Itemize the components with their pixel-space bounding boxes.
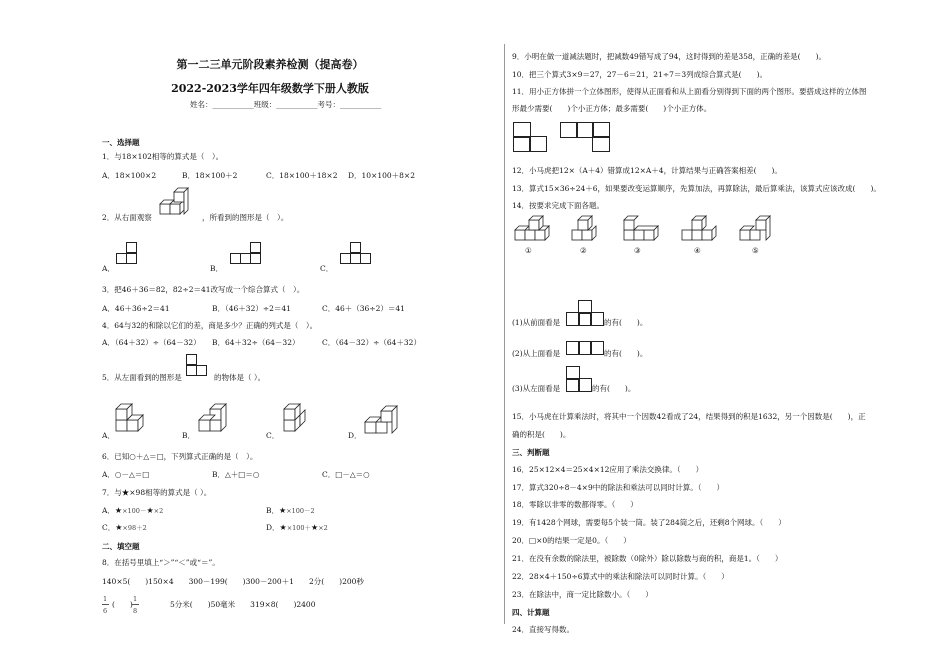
q1-option-c: C．18×100＋18×2: [266, 171, 338, 180]
question-11-line-1: 11．用小正方体拼一个立体图形，使得从正面看和从上面看分别得到下面的两个图形。要搭成这样的立体图: [512, 87, 867, 96]
q5-option-d-figure: [362, 405, 402, 439]
question-8: 8．在括号里填上“＞”“＜”或“＝”。: [102, 558, 220, 567]
q8-fraction-2-denominator: 8: [133, 607, 138, 615]
q7-option-d-mid: ×100＋: [286, 524, 312, 532]
star-icon: ★: [311, 523, 319, 532]
q14-figure-2: [570, 214, 610, 246]
q14-figure-4: [680, 214, 724, 246]
question-18: 18．零除以非零的数都得零。（ ）: [512, 500, 638, 509]
question-23: 23．在除法中，商一定比除数小。（ ）: [512, 590, 653, 599]
q14-part-1-prefix: (1)从前面看是: [512, 318, 561, 327]
question-19: 19．有1428个网球，需要每5个装一筒。装了284筒之后，还剩8个网球。（ ）: [512, 518, 786, 527]
q7-option-a-label: A．: [102, 506, 115, 515]
q7-option-b-label: B．: [266, 506, 280, 515]
column-divider: [504, 44, 505, 624]
question-7: 7．与★×98相等的算式是（ ）。: [102, 488, 212, 497]
page-subtitle: 2022-2023学年四年级数学下册人教版: [171, 82, 369, 95]
q8-fraction-1-bar: [102, 604, 109, 605]
q3-option-b: B．（46＋32）÷2＝41: [212, 304, 291, 313]
q7-option-d-label: D．: [266, 523, 280, 532]
q3-option-c: C．46＋（36÷2）＝41: [322, 304, 405, 313]
q14-part-1-suffix: 的有( )。: [604, 318, 648, 327]
q2-option-a: A．: [102, 264, 115, 273]
q4-option-b: B．64＋32÷（64－32）: [212, 338, 300, 347]
q14-part-3-prefix: (3)从左面看是: [512, 384, 561, 393]
q5-option-d: D．: [348, 431, 362, 440]
star-icon: ★: [114, 506, 123, 515]
q8-fraction-1-denominator: 6: [103, 607, 108, 615]
q7-option-d-end: ×2: [318, 524, 328, 532]
q2-option-b: B．: [210, 264, 224, 273]
q4-option-a: A．（64＋32）÷（64－32）: [102, 338, 201, 347]
q14-label-3: ③: [634, 246, 641, 255]
question-3: 3．把46＋36＝82，82÷2＝41改写成一个综合算式（ ）。: [102, 285, 305, 294]
q8-fraction-2-numerator: 1: [133, 595, 138, 603]
student-info-line: 姓名：___________班级：___________考号：___________: [190, 100, 382, 109]
question-9: 9．小明在做一道减法题时，把减数49错写成了94，这时得到的差是358，正确的差是( )。: [512, 52, 827, 61]
question-17: 17．算式320÷8－4×9中的除法和乘法可以同时计算。（ ）: [512, 483, 724, 492]
q5-option-b: B．: [182, 431, 196, 440]
q5-option-c: C．: [266, 431, 280, 440]
q14-label-2: ②: [580, 246, 587, 255]
q1-option-d: D．10×100＋8×2: [348, 171, 415, 180]
question-16: 16．25×12×4＝25×4×12应用了乘法交换律。（ ）: [512, 465, 704, 474]
q4-option-c: C．（64－32）÷（64＋32）: [322, 338, 421, 347]
star-icon: ★: [115, 523, 123, 532]
q5-option-b-figure: [196, 400, 236, 438]
section-choice-heading: 一、选择题: [102, 138, 140, 147]
question-15-line-1: 15．小马虎在计算乘法时，将其中一个因数42看成了24，结果得到的积是1632，另一个因数是( )，正: [512, 412, 866, 421]
q6-option-a: A．○－△＝□: [102, 470, 150, 479]
question-12: 12．小马虎把12×（A＋4）错算成12×A＋4，计算结果与正确答案相差( )。: [512, 166, 782, 175]
question-4: 4．64与32的和除以它们的差，商是多少？正确的列式是（ ）。: [102, 321, 318, 330]
section-calc-heading: 四、计算题: [512, 608, 550, 617]
question-14: 14．按要求完成下面各题。: [512, 201, 605, 210]
q14-part-2-suffix: 的有( )。: [604, 349, 648, 358]
q6-option-b: B．△＋□＝○: [212, 470, 260, 479]
q14-label-5: ⑤: [752, 246, 759, 255]
question-20: 20．□×0的结果一定是0。（ ）: [512, 536, 631, 545]
q2-option-c: C．: [320, 264, 334, 273]
q7-option-a: [102, 506, 163, 516]
star-icon: ★: [279, 523, 287, 532]
question-22: 22．28×4＋150÷6算式中的乘法和除法可以同时计算。（ ）: [512, 572, 729, 581]
question-21: 21．在没有余数的除法里，被除数（0除外）除以除数与商的积，商是1。（ ）: [512, 554, 783, 563]
page-title: 第一二三单元阶段素养检测（提高卷）: [176, 58, 364, 71]
q2-cube-figure: [156, 186, 196, 222]
q14-figure-3: [622, 214, 666, 246]
star-icon: ★: [279, 506, 287, 515]
q7-option-d: [266, 523, 328, 533]
section-fill-heading: 二、填空题: [102, 542, 140, 551]
section-judge-heading: 三、判断题: [512, 448, 550, 457]
q8-fraction-2-bar: [132, 604, 139, 605]
star-icon: ★: [146, 506, 154, 515]
q1-option-a: A．18×100×2: [102, 171, 157, 180]
question-1: 1．与18×102相等的算式是（ ）。: [102, 152, 224, 161]
q8-fraction-1-numerator: 1: [103, 595, 108, 603]
q14-figure-1: [513, 214, 557, 246]
question-6: 6．已知○＋△＝□，下列算式正确的是（ ）。: [102, 452, 258, 461]
q14-part-3-suffix: 的有( )。: [592, 384, 636, 393]
question-5-prefix: 5．从左面看到的图形是: [102, 373, 182, 382]
q8-row-2: 5分米( )50毫米 319×8( )2400: [170, 600, 316, 609]
q14-label-4: ④: [694, 246, 701, 255]
q8-comparison-blank: ( ): [112, 600, 133, 609]
q7-option-a-mid: ×100－: [122, 507, 147, 515]
q7-option-c-label: C．: [102, 523, 116, 532]
question-13: 13．算式15×36÷24＋6，如果要改变运算顺序，先算加法，再算除法，最后算乘法，该算式应该改成( )。: [512, 184, 881, 193]
q5-option-a: A．: [102, 431, 115, 440]
q7-option-c-end: ×98＋2: [122, 524, 147, 532]
q6-option-c: C．□－△＝○: [322, 470, 370, 479]
question-2-suffix: ，所看到的图形是（ ）。: [202, 213, 289, 222]
question-2-prefix: 2．从右面观察: [102, 213, 152, 222]
q1-option-b: B．18×100＋2: [182, 171, 238, 180]
q5-option-c-figure: [280, 400, 316, 438]
q7-option-b: [266, 506, 315, 516]
question-15-line-2: 确的积是( )。: [512, 430, 571, 439]
question-11-line-2: 形最少需要( )个小正方体；最多需要( )个小正方体。: [512, 104, 712, 113]
q14-figure-5: [738, 214, 782, 246]
q8-row-1: 140×5( )150×4 300－199( )300－200＋1 2分( )200秒: [102, 577, 364, 586]
q14-part-2-prefix: (2)从上面看是: [512, 349, 561, 358]
q5-option-a-figure: [113, 402, 149, 438]
question-10: 10．把三个算式3×9＝27，27－6＝21，21÷7＝3列成综合算式是( )。: [512, 70, 767, 79]
q7-option-c: [102, 523, 147, 533]
q3-option-a: A．46＋36÷2＝41: [102, 304, 170, 313]
q7-option-b-end: ×100－2: [286, 507, 315, 515]
question-5-suffix: 的物体是（ ）。: [214, 373, 266, 382]
q14-label-1: ①: [525, 246, 532, 255]
q7-option-a-end: ×2: [153, 507, 164, 515]
question-24: 24．直接写得数。: [512, 625, 575, 634]
